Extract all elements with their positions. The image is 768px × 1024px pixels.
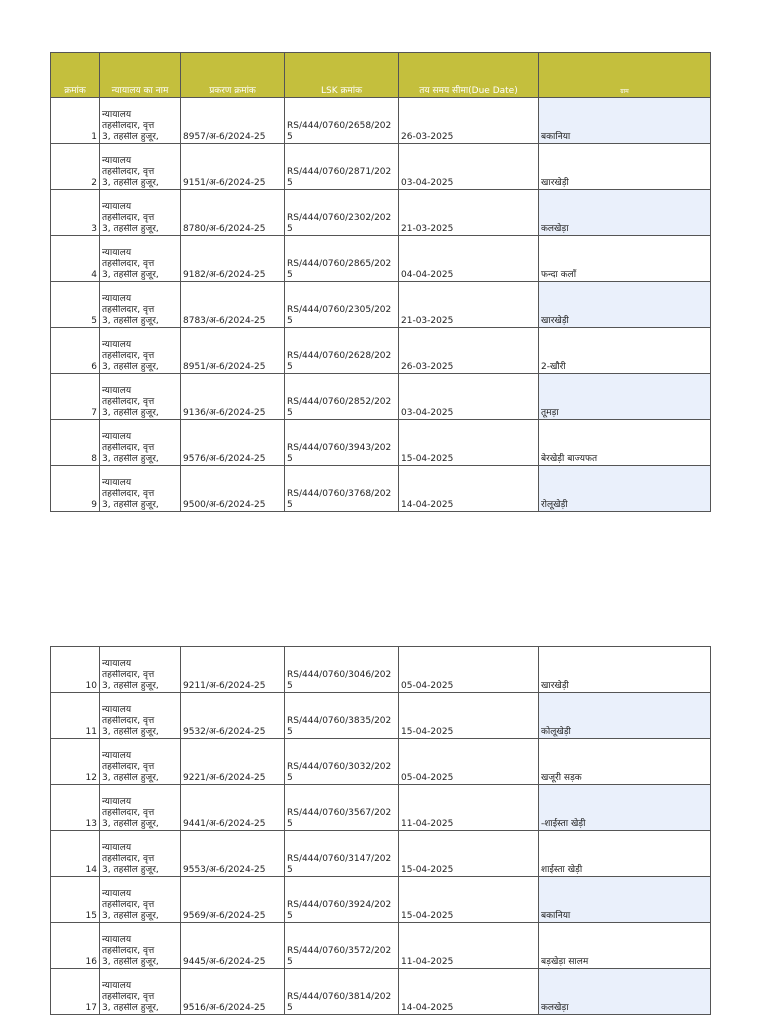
village-name-cell: बेरखेड़ी बाज्यफत [539, 420, 711, 466]
court-name-line: तहसीलदार, वृत्त [102, 808, 155, 818]
lsk-number-cell [285, 282, 399, 328]
lsk-number-line: RS/444/0760/3943/202 [287, 443, 392, 453]
court-name-line: 3, तहसील हुजूर, [102, 316, 159, 326]
case-number-cell: 9151/अ-6/2024-25 [181, 144, 285, 190]
lsk-number-line: 5 [287, 727, 293, 737]
court-name-line: 3, तहसील हुजूर, [102, 408, 159, 418]
due-date-cell: 05-04-2025 [399, 647, 539, 693]
court-name-line: न्यायालय [102, 156, 132, 166]
court-name-line: न्यायालय [102, 797, 132, 807]
court-name-line: तहसीलदार, वृत्त [102, 762, 155, 772]
lsk-number-cell [285, 831, 399, 877]
village-name-cell: बकानिया [539, 98, 711, 144]
serial-number-cell: 15 [51, 877, 100, 923]
table-row [51, 466, 711, 512]
due-date-cell: 11-04-2025 [399, 923, 539, 969]
table-row [51, 420, 711, 466]
court-name-line: 3, तहसील हुजूर, [102, 865, 159, 875]
case-number-cell: 9221/अ-6/2024-25 [181, 739, 285, 785]
lsk-number-cell [285, 969, 399, 1015]
case-number-cell: 9182/अ-6/2024-25 [181, 236, 285, 282]
serial-number-cell: 8 [51, 420, 100, 466]
village-name-cell: कोलूखेड़ी [539, 693, 711, 739]
court-name-line: न्यायालय [102, 889, 132, 899]
due-date-cell: 04-04-2025 [399, 236, 539, 282]
court-name-line: 3, तहसील हुजूर, [102, 224, 159, 234]
village-name-cell: -शाईस्ता खेड़ी [539, 785, 711, 831]
lsk-number-line: RS/444/0760/3147/202 [287, 854, 392, 864]
case-number-cell: 9445/अ-6/2024-25 [181, 923, 285, 969]
lsk-number-cell [285, 693, 399, 739]
lsk-number-line: RS/444/0760/2628/202 [287, 351, 392, 361]
court-name-line: तहसीलदार, वृत्त [102, 854, 155, 864]
header-court-name: न्यायालय का नाम [100, 53, 181, 98]
lsk-number-line: RS/444/0760/3572/202 [287, 946, 392, 956]
court-name-line: तहसीलदार, वृत्त [102, 489, 155, 499]
court-name-line: तहसीलदार, वृत्त [102, 397, 155, 407]
lsk-number-line: RS/444/0760/3032/202 [287, 762, 392, 772]
court-name-line: 3, तहसील हुजूर, [102, 727, 159, 737]
lsk-number-line: 5 [287, 316, 293, 326]
due-date-cell: 11-04-2025 [399, 785, 539, 831]
table-row [51, 190, 711, 236]
lsk-number-cell [285, 923, 399, 969]
lsk-number-line: 5 [287, 773, 293, 783]
due-date-cell: 15-04-2025 [399, 693, 539, 739]
court-name-line: न्यायालय [102, 340, 132, 350]
village-name-cell: फन्दा कलाँ [539, 236, 711, 282]
due-date-cell: 26-03-2025 [399, 328, 539, 374]
lsk-number-line: 5 [287, 911, 293, 921]
court-name-line: 3, तहसील हुजूर, [102, 819, 159, 829]
due-date-cell: 21-03-2025 [399, 190, 539, 236]
due-date-cell: 21-03-2025 [399, 282, 539, 328]
village-name-cell: कलखेड़ा [539, 190, 711, 236]
lsk-number-line: RS/444/0760/3835/202 [287, 716, 392, 726]
case-number-cell: 9500/अ-6/2024-25 [181, 466, 285, 512]
lsk-number-cell [285, 236, 399, 282]
court-name-line: 3, तहसील हुजूर, [102, 957, 159, 967]
court-name-cell [100, 647, 181, 693]
court-name-line: तहसीलदार, वृत्त [102, 213, 155, 223]
case-number-cell: 9532/अ-6/2024-25 [181, 693, 285, 739]
village-name-cell: बड़खेड़ा सालम [539, 923, 711, 969]
header-due-date: तय समय सीमा(Due Date) [399, 53, 539, 98]
court-name-line: न्यायालय [102, 110, 132, 120]
court-name-line: तहसीलदार, वृत्त [102, 443, 155, 453]
table-row [51, 647, 711, 693]
lsk-number-line: 5 [287, 500, 293, 510]
lsk-number-line: RS/444/0760/2852/202 [287, 397, 392, 407]
case-number-cell: 9553/अ-6/2024-25 [181, 831, 285, 877]
lsk-number-cell [285, 466, 399, 512]
lsk-number-line: 5 [287, 178, 293, 188]
court-name-cell [100, 969, 181, 1015]
serial-number-cell: 5 [51, 282, 100, 328]
court-name-line: 3, तहसील हुजूर, [102, 500, 159, 510]
court-name-line: तहसीलदार, वृत्त [102, 351, 155, 361]
court-name-line: तहसीलदार, वृत्त [102, 167, 155, 177]
lsk-number-cell [285, 785, 399, 831]
header-serial: क्रमांक [51, 53, 100, 98]
court-name-cell [100, 693, 181, 739]
case-number-cell: 9516/अ-6/2024-25 [181, 969, 285, 1015]
lsk-number-cell [285, 328, 399, 374]
table-row [51, 98, 711, 144]
court-name-line: तहसीलदार, वृत्त [102, 670, 155, 680]
lsk-number-line: RS/444/0760/3924/202 [287, 900, 392, 910]
due-date-cell: 14-04-2025 [399, 969, 539, 1015]
serial-number-cell: 6 [51, 328, 100, 374]
case-number-cell: 9441/अ-6/2024-25 [181, 785, 285, 831]
lsk-number-cell [285, 98, 399, 144]
lsk-number-line: RS/444/0760/3567/202 [287, 808, 392, 818]
court-name-line: न्यायालय [102, 294, 132, 304]
lsk-number-cell [285, 877, 399, 923]
court-name-line: 3, तहसील हुजूर, [102, 911, 159, 921]
lsk-number-line: RS/444/0760/2302/202 [287, 213, 392, 223]
court-name-line: न्यायालय [102, 705, 132, 715]
table-row [51, 374, 711, 420]
case-number-cell: 8951/अ-6/2024-25 [181, 328, 285, 374]
case-number-cell: 9211/अ-6/2024-25 [181, 647, 285, 693]
lsk-number-line: 5 [287, 957, 293, 967]
court-name-line: 3, तहसील हुजूर, [102, 773, 159, 783]
court-name-line: 3, तहसील हुजूर, [102, 132, 159, 142]
records-table-bottom [50, 646, 711, 1015]
court-name-cell [100, 374, 181, 420]
table-row [51, 877, 711, 923]
court-name-cell [100, 831, 181, 877]
table-row [51, 328, 711, 374]
court-name-cell [100, 785, 181, 831]
lsk-number-line: 5 [287, 132, 293, 142]
village-name-cell: रोलूखेड़ी [539, 466, 711, 512]
table-body [51, 647, 711, 1015]
village-name-cell: बकानिया [539, 877, 711, 923]
lsk-number-line: RS/444/0760/2658/202 [287, 121, 392, 131]
lsk-number-line: 5 [287, 224, 293, 234]
court-name-line: तहसीलदार, वृत्त [102, 121, 155, 131]
case-number-cell: 9576/अ-6/2024-25 [181, 420, 285, 466]
court-name-cell [100, 328, 181, 374]
court-name-line: तहसीलदार, वृत्त [102, 992, 155, 1002]
village-name-cell: खजूरी सड़क [539, 739, 711, 785]
records-table-top [50, 52, 711, 512]
court-name-cell [100, 282, 181, 328]
lsk-number-line: RS/444/0760/3046/202 [287, 670, 392, 680]
village-name-cell: खारखेड़ी [539, 282, 711, 328]
lsk-number-line: 5 [287, 408, 293, 418]
table-row [51, 785, 711, 831]
lsk-number-cell [285, 739, 399, 785]
due-date-cell: 03-04-2025 [399, 374, 539, 420]
due-date-cell: 15-04-2025 [399, 831, 539, 877]
due-date-cell: 03-04-2025 [399, 144, 539, 190]
court-name-line: तहसीलदार, वृत्त [102, 900, 155, 910]
table-row [51, 282, 711, 328]
court-name-line: न्यायालय [102, 659, 132, 669]
lsk-number-cell [285, 144, 399, 190]
case-number-cell: 9569/अ-6/2024-25 [181, 877, 285, 923]
court-name-line: तहसीलदार, वृत्त [102, 716, 155, 726]
court-name-line: न्यायालय [102, 981, 132, 991]
court-name-line: न्यायालय [102, 843, 132, 853]
case-number-cell: 8957/अ-6/2024-25 [181, 98, 285, 144]
lsk-number-line: 5 [287, 454, 293, 464]
court-name-line: तहसीलदार, वृत्त [102, 305, 155, 315]
court-name-cell [100, 98, 181, 144]
lsk-number-cell [285, 647, 399, 693]
table-row [51, 144, 711, 190]
table-body [51, 98, 711, 512]
header-village: ग्राम [539, 53, 711, 98]
village-name-cell: कलखेड़ा [539, 969, 711, 1015]
court-name-cell [100, 877, 181, 923]
table-row [51, 969, 711, 1015]
village-name-cell: 2-खौरी [539, 328, 711, 374]
court-name-line: 3, तहसील हुजूर, [102, 1003, 159, 1013]
serial-number-cell: 1 [51, 98, 100, 144]
court-name-line: 3, तहसील हुजूर, [102, 362, 159, 372]
court-name-cell [100, 923, 181, 969]
court-name-line: न्यायालय [102, 935, 132, 945]
table-row [51, 739, 711, 785]
village-name-cell: तूमड़ा [539, 374, 711, 420]
court-name-line: 3, तहसील हुजूर, [102, 270, 159, 280]
court-name-cell [100, 144, 181, 190]
lsk-number-line: RS/444/0760/2871/202 [287, 167, 392, 177]
serial-number-cell: 3 [51, 190, 100, 236]
court-name-line: न्यायालय [102, 202, 132, 212]
lsk-number-line: 5 [287, 362, 293, 372]
court-name-line: न्यायालय [102, 478, 132, 488]
lsk-number-line: RS/444/0760/2305/202 [287, 305, 392, 315]
village-name-cell: शाईस्ता खेड़ी [539, 831, 711, 877]
lsk-number-cell [285, 374, 399, 420]
serial-number-cell: 13 [51, 785, 100, 831]
serial-number-cell: 12 [51, 739, 100, 785]
lsk-number-line: RS/444/0760/3768/202 [287, 489, 392, 499]
lsk-number-line: 5 [287, 865, 293, 875]
header-lsk-number: LSK क्रमांक [285, 53, 399, 98]
due-date-cell: 05-04-2025 [399, 739, 539, 785]
court-name-cell [100, 190, 181, 236]
lsk-number-cell [285, 420, 399, 466]
header-case-number: प्रकरण क्रमांक [181, 53, 285, 98]
court-name-line: न्यायालय [102, 751, 132, 761]
village-name-cell: खारखेड़ी [539, 647, 711, 693]
court-name-line: 3, तहसील हुजूर, [102, 681, 159, 691]
court-name-line: तहसीलदार, वृत्त [102, 946, 155, 956]
header-row [51, 53, 711, 98]
village-name-cell: खारखेड़ी [539, 144, 711, 190]
due-date-cell: 15-04-2025 [399, 420, 539, 466]
serial-number-cell: 16 [51, 923, 100, 969]
serial-number-cell: 14 [51, 831, 100, 877]
court-name-cell [100, 466, 181, 512]
court-name-line: न्यायालय [102, 248, 132, 258]
serial-number-cell: 9 [51, 466, 100, 512]
lsk-number-line: RS/444/0760/2865/202 [287, 259, 392, 269]
lsk-number-cell [285, 190, 399, 236]
lsk-number-line: RS/444/0760/3814/202 [287, 992, 392, 1002]
lsk-number-line: 5 [287, 819, 293, 829]
due-date-cell: 26-03-2025 [399, 98, 539, 144]
court-name-line: 3, तहसील हुजूर, [102, 454, 159, 464]
court-name-line: न्यायालय [102, 386, 132, 396]
due-date-cell: 14-04-2025 [399, 466, 539, 512]
table-row [51, 923, 711, 969]
serial-number-cell: 2 [51, 144, 100, 190]
court-name-cell [100, 236, 181, 282]
due-date-cell: 15-04-2025 [399, 877, 539, 923]
court-name-line: 3, तहसील हुजूर, [102, 178, 159, 188]
case-number-cell: 8783/अ-6/2024-25 [181, 282, 285, 328]
serial-number-cell: 7 [51, 374, 100, 420]
court-name-cell [100, 739, 181, 785]
table-row [51, 236, 711, 282]
serial-number-cell: 4 [51, 236, 100, 282]
table-row [51, 693, 711, 739]
serial-number-cell: 11 [51, 693, 100, 739]
case-number-cell: 9136/अ-6/2024-25 [181, 374, 285, 420]
lsk-number-line: 5 [287, 270, 293, 280]
court-name-line: तहसीलदार, वृत्त [102, 259, 155, 269]
table-row [51, 831, 711, 877]
court-name-line: न्यायालय [102, 432, 132, 442]
case-number-cell: 8780/अ-6/2024-25 [181, 190, 285, 236]
court-name-cell [100, 420, 181, 466]
serial-number-cell: 17 [51, 969, 100, 1015]
serial-number-cell: 10 [51, 647, 100, 693]
lsk-number-line: 5 [287, 681, 293, 691]
lsk-number-line: 5 [287, 1003, 293, 1013]
